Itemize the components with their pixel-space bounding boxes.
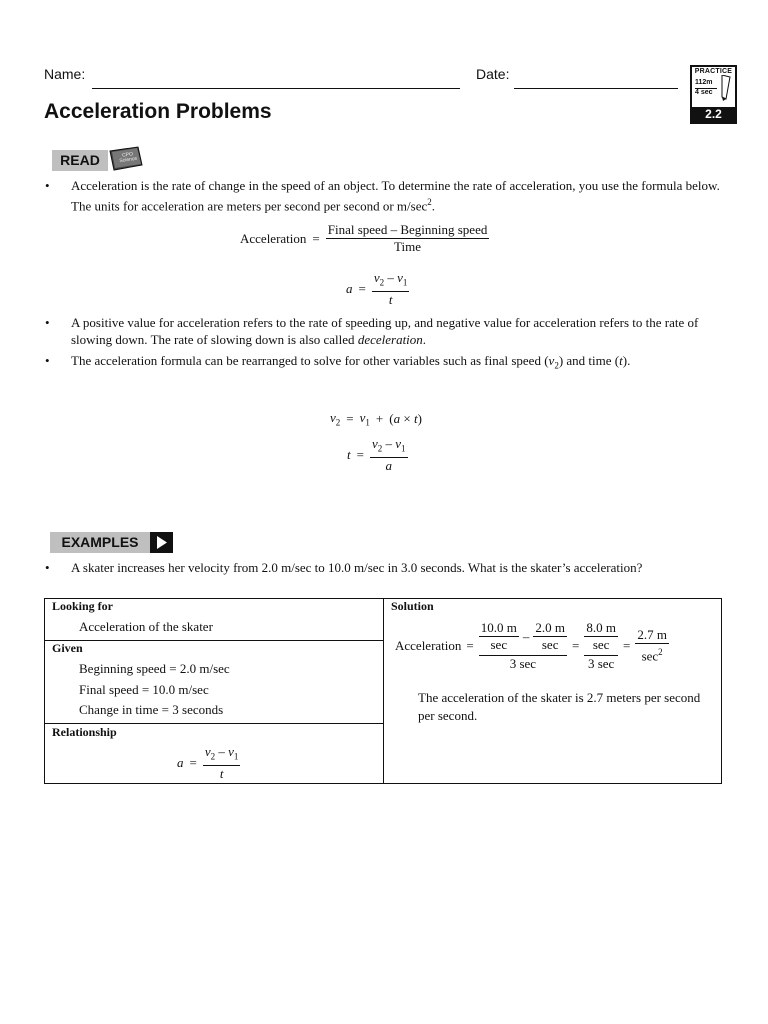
- book-icon-text: CPO Science: [119, 151, 138, 165]
- time-formula: t = $\frac{v_2 - v_1}{a}$: [347, 436, 406, 473]
- accel-formula: a = $\frac{v_2 - v_1}{t}$: [346, 270, 408, 307]
- date-label: Date:: [476, 66, 510, 82]
- date-field-line[interactable]: [514, 88, 678, 89]
- read-bullet-1: Acceleration is the rate of change in the speed of an object. To determine the rate of acceleration, you use the formula below. The units for acceleration are meters per second per second or $m/\sec^2$.: [71, 178, 720, 214]
- given-heading: Given: [52, 641, 83, 655]
- book-icon: [108, 145, 144, 172]
- given-item: Change in time = 3 seconds: [79, 702, 224, 717]
- looking-for-value: Acceleration of the skater: [79, 619, 213, 634]
- read-label: READ: [52, 150, 108, 171]
- name-field-line[interactable]: [92, 88, 460, 89]
- examples-label: EXAMPLES: [50, 532, 150, 553]
- relationship-heading: Relationship: [52, 725, 117, 739]
- word-formula: Acceleration = $\frac{\text{Final speed – Beginning speed}}{\text{Time}}$: [240, 222, 488, 254]
- name-label: Name:: [44, 66, 86, 82]
- example-bullet: A skater increases her velocity from 2.0 m/sec to 10.0 m/sec in 3.0 seconds. What is the skater’s acceleration?: [71, 560, 643, 575]
- final-speed-formula: $v_2$ = $v_1$ + (a × t): [330, 410, 422, 428]
- pencil-icon: [718, 75, 734, 101]
- page-title: Acceleration Problems: [44, 100, 272, 123]
- bullet-dot: •: [45, 560, 50, 575]
- given-item: Beginning speed = 2.0 m/sec: [79, 661, 230, 676]
- practice-badge-top: PRACTICE: [694, 68, 733, 75]
- given-item: Final speed = 10.0 m/sec: [79, 682, 209, 697]
- looking-for-heading: Looking for: [52, 599, 114, 613]
- solution-computation: Acceleration = $\frac{10.0 m}{\sec}$ – $\frac{2.0 m}{\sec}$ 3 sec = $\frac{\frac{8.0 m}{\sec}}{3 \sec}$ = $\frac{2.7 m}{\sec^2}$: [395, 620, 667, 671]
- practice-badge: [690, 65, 737, 124]
- bullet-dot: •: [45, 315, 50, 330]
- practice-badge-line2: 4 sec: [695, 89, 713, 96]
- read-bullet-3: The acceleration formula can be rearranged to solve for other variables such as final speed $(v_2)$ and time (t).: [71, 353, 631, 371]
- practice-badge-line1: 112m: [695, 79, 713, 86]
- relationship-formula: a = $\frac{v_2 - v_1}{t}$: [177, 744, 239, 781]
- bullet-dot: •: [45, 353, 50, 368]
- solution-answer: The acceleration of the skater is 2.7 meters per second per second.: [418, 690, 701, 723]
- practice-badge-number: 2.2: [692, 107, 735, 122]
- bullet-dot: •: [45, 178, 50, 193]
- solution-heading: Solution: [391, 599, 434, 613]
- play-arrow-icon: [150, 532, 173, 553]
- read-bullet-2: A positive value for acceleration refers to the rate of speeding up, and negative value for acceleration refers to the rate of slowing down. The rate of slowing down is also called deceleration.: [71, 315, 699, 347]
